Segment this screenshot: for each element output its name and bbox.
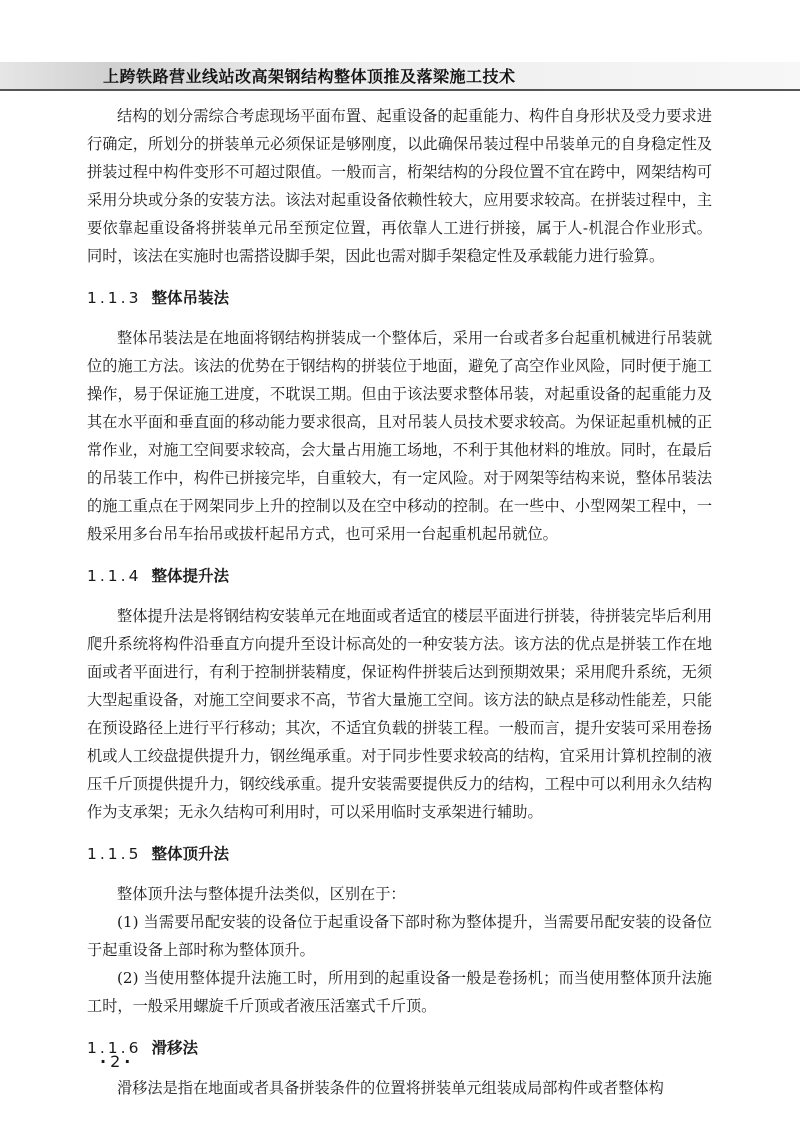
page-number bbox=[100, 1052, 134, 1071]
paragraph: 整体顶升法与整体提升法类似，区别在于： bbox=[117, 885, 406, 903]
section-heading-1-1-3 bbox=[87, 284, 712, 312]
running-title: 上跨铁路营业线站改高架钢结构整体顶推及落梁施工技术 bbox=[103, 67, 516, 86]
section-title: 整体提升法 bbox=[151, 567, 229, 585]
section-heading-1-1-4 bbox=[87, 562, 712, 590]
section-number: 1.1.5 bbox=[87, 845, 142, 863]
section-title: 滑移法 bbox=[151, 1039, 198, 1057]
paragraph: 整体提升法是将钢结构安装单元在地面或者适宜的楼层平面进行拼装，待拼装完毕后利用爬升系统将构件沿垂直方向提升至设计标高处的一种安装方法。该方法的优点是拼装工作在地面或者平面进行，有利于控制拼装精度，保证构件拼装后达到预期效果；采用爬升系统，无须大型起重设备，对施工空间要求不高，节省大量施工空间。该方法的缺点是移动性能差，只能在预设路径上进行平行移动；其次，不适宜负载的拼装工程。一般而言，提升安装可采用卷扬机或人工绞盘提供提升力，钢丝绳承重。对于同步性要求较高的结构，宜采用计算机控制的液压千斤顶提供提升力，钢绞线承重。提升安装需要提供反力的结构，工程中可以利用永久结构作为支承架；无永久结构可利用时，可以采用临时支承架进行辅助。 bbox=[87, 607, 712, 821]
section-number: 1.1.4 bbox=[87, 567, 142, 585]
list-item: (2) 当使用整体提升法施工时，所用到的起重设备一般是卷扬机；而当使用整体顶升法施工时，一般采用螺旋千斤顶或者液压活塞式千斤顶。 bbox=[87, 969, 712, 1015]
paragraph: 整体吊装法是在地面将钢结构拼装成一个整体后，采用一台或者多台起重机械进行吊装就位的施工方法。该法的优势在于钢结构的拼装位于地面，避免了高空作业风险，同时便于施工操作，易于保证施工进度，不耽误工期。但由于该法要求整体吊装，对起重设备的起重能力及其在水平面和垂直面的移动能力要求很高，且对吊装人员技术要求较高。为保证起重机械的正常作业，对施工空间要求较高，会大量占用施工场地，不利于其他材料的堆放。同时，在最后的吊装工作中，构件已拼接完毕，自重较大，有一定风险。对于网架等结构来说，整体吊装法的施工重点在于网架同步上升的控制以及在空中移动的控制。在一些中、小型网架工程中，一般采用多台吊车抬吊或拔杆起吊方式，也可采用一台起重机起吊就位。 bbox=[87, 329, 712, 543]
section-heading-1-1-6 bbox=[87, 1034, 712, 1062]
folio-dot-right: · bbox=[124, 1052, 135, 1071]
section-title: 整体吊装法 bbox=[151, 289, 229, 307]
folio-dot-left: · bbox=[100, 1052, 111, 1071]
section-number: 1.1.3 bbox=[87, 289, 142, 307]
header-rule bbox=[0, 89, 800, 91]
section-number: 1.1.6 bbox=[87, 1039, 142, 1057]
section-heading-1-1-5 bbox=[87, 840, 712, 868]
paragraph: 滑移法是指在地面或者具备拼装条件的位置将拼装单元组装成局部构件或者整体构 bbox=[117, 1079, 664, 1097]
page-number-value: 2 bbox=[110, 1052, 125, 1071]
page-content bbox=[87, 102, 712, 1102]
section-title: 整体顶升法 bbox=[151, 845, 229, 863]
list-item: (1) 当需要吊配安装的设备位于起重设备下部时称为整体提升，当需要吊配安装的设备位于起重设备上部时称为整体顶升。 bbox=[87, 913, 712, 959]
intro-paragraph: 结构的划分需综合考虑现场平面布置、起重设备的起重能力、构件自身形状及受力要求进行确定，所划分的拼装单元必须保证是够刚度，以此确保吊装过程中吊装单元的自身稳定性及拼装过程中构件变形不可超过限值。一般而言，桁架结构的分段位置不宜在跨中，网架结构可采用分块或分条的安装方法。该法对起重设备依赖性较大，应用要求较高。在拼装过程中，主要依靠起重设备将拼装单元吊至预定位置，再依靠人工进行拼接，属于人-机混合作业形式。同时，该法在实施时也需搭设脚手架，因此也需对脚手架稳定性及承载能力进行验算。 bbox=[87, 107, 712, 265]
